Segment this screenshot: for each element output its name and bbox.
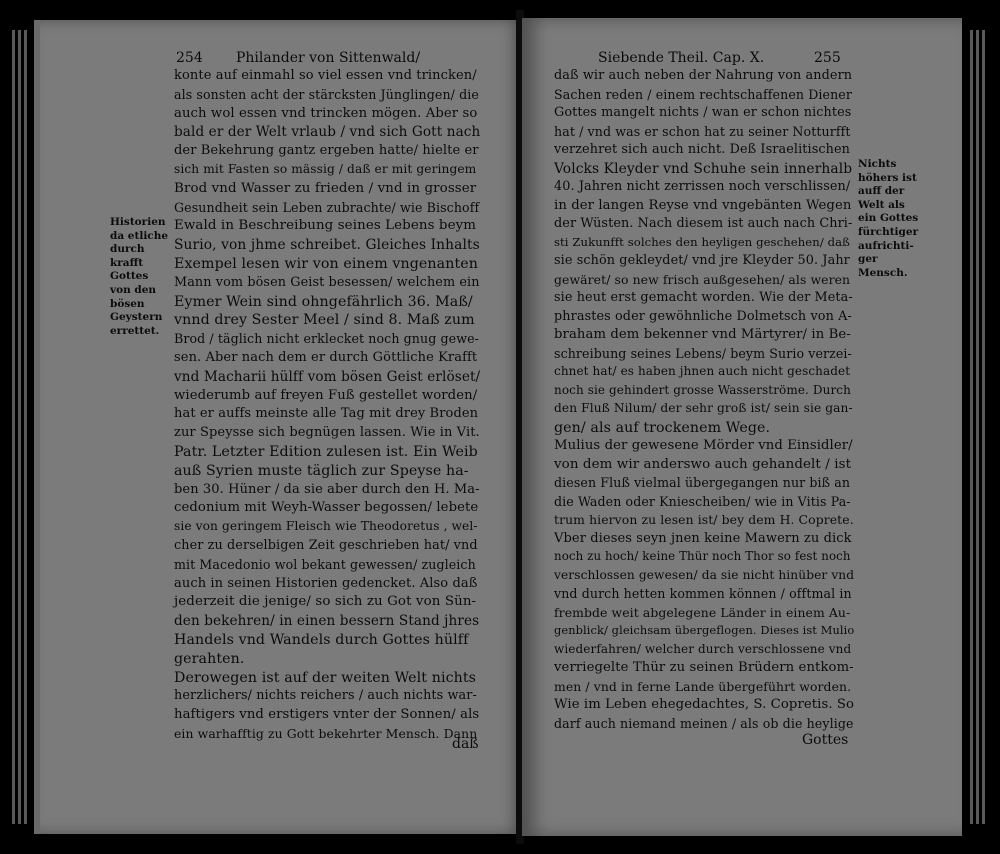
page-edge [976, 30, 979, 824]
text-line: auch in seinen Historien gedencket. Also daß [174, 575, 478, 591]
text-line: vnd durch hetten kommen können / offtmal in [554, 586, 852, 601]
text-line: verriegelte Thür zu seinen Brüdern entkom- [554, 660, 854, 675]
text-line: frembde weit abgelegene Länder in einem Au- [554, 604, 851, 620]
page-edge [12, 30, 15, 824]
text-line: cher zu derselbigen Zeit geschrieben hat/ vnd [174, 538, 478, 553]
text-line: schreibung seines Lebens/ beym Surio verzei- [554, 345, 852, 361]
text-line: Gottes mangelt nichts / wan er schon nichtes [554, 105, 852, 120]
text-line: men / vnd in ferne Lande übergeführt worden. [554, 678, 852, 694]
text-line: Exempel lesen wir von einem vngenanten [174, 256, 478, 272]
catchword: Gottes [802, 732, 849, 748]
text-line: braham dem bekenner vnd Märtyrer/ in Be- [554, 327, 851, 342]
page-edge [18, 30, 21, 824]
text-line: Brod / täglich nicht erklecket noch gnug gewe- [174, 331, 479, 347]
text-line: den Fluß Nilum/ der sehr groß ist/ sein sie gan- [554, 401, 853, 415]
text-line: Mann vom bösen Geist besessen/ welchem ein [174, 274, 480, 290]
text-line: bald er der Welt vrlaub / vnd sich Gott nach [174, 124, 481, 141]
text-line: sie von geringem Fleisch wie Theodoretus , wel- [174, 519, 478, 534]
text-line: Patr. Letzter Edition zulesen ist. Ein Weib [174, 444, 478, 460]
text-line: verzehret sich auch nicht. Deß Israelitischen [554, 142, 850, 157]
text-line: gewäret/ so new frisch außgesehen/ als weren [554, 271, 851, 287]
text-line: konte auf einmahl so viel essen vnd trincken/ [174, 68, 477, 83]
text-line: gerahten. [174, 650, 245, 667]
text-line: ben 30. Hüner / da sie aber durch den H. Ma- [174, 481, 480, 497]
text-line: hat / vnd was er schon hat zu seiner Notturfft [554, 123, 851, 139]
text-line: genblick/ gleichsam übergeflogen. Dieses ist Mulio [554, 623, 855, 637]
page-edge [24, 30, 27, 824]
text-line: phrastes oder gewöhnliche Dolmetsch von A- [554, 308, 852, 324]
text-line: wiederumb auf freyen Fuß gestellet worden/ [174, 387, 478, 403]
text-line: diesen Fluß vielmal übergegangen nur biß an [554, 475, 851, 490]
text-line: mit Macedonio wol bekant gewessen/ zugleich [174, 556, 476, 572]
text-line: als sonsten acht der stärcksten Jünglingen/ die [174, 86, 479, 102]
running-head: Siebende Theil. Cap. X. [598, 50, 765, 66]
text-line: Brod vnd Wasser zu frieden / vnd in grosser [174, 180, 477, 196]
text-line: die Waden oder Kniescheiben/ wie in Vitis Pa- [554, 493, 851, 509]
text-line: sie heut erst gemacht worden. Wie der Meta- [554, 290, 853, 305]
text-line: daß wir auch neben der Nahrung von andern [554, 68, 853, 83]
left-page [34, 20, 524, 834]
catchword: daß [452, 736, 479, 752]
text-line: cedonium mit Weyh-Wasser begossen/ lebete [174, 500, 479, 516]
text-line: der Wüsten. Nach diesem ist auch nach Chri- [554, 216, 853, 231]
text-line: sti Zukunfft solches den heyligen geschehen/ daß [554, 234, 850, 249]
text-line: Volcks Kleyder vnd Schuhe sein innerhalb [554, 160, 853, 177]
text-line: verschlossen gewesen/ da sie nicht hinüber vnd [554, 567, 855, 582]
text-line: Surio, von jhme schreibet. Gleiches Inhalts [174, 237, 480, 254]
text-line: chnet hat/ es haben jhnen auch nicht geschadet [554, 364, 851, 378]
page-number: 254 [176, 50, 203, 66]
text-line: der Bekehrung gantz ergeben hatte/ hielte er [174, 143, 479, 159]
text-line: sen. Aber nach dem er durch Göttliche Krafft [174, 350, 478, 365]
text-line: hat er auffs meinste alle Tag mit drey Broden [174, 406, 479, 422]
text-line: vnd Macharii hülff vom bösen Geist erlöset/ [174, 368, 481, 385]
margin-note: Historien da etliche durch krafft Gottes von den bösen Geystern errettet. [110, 216, 169, 337]
page-edge [982, 30, 985, 824]
text-line: Gesundheit sein Leben zubrachte/ wie Bischoff [174, 199, 480, 215]
text-line: vnnd drey Sester Meel / sind 8. Maß zum [174, 312, 475, 329]
page-number: 255 [814, 50, 841, 66]
text-line: Handels vnd Wandels durch Gottes hülff [174, 632, 469, 648]
text-line: den bekehren/ in einen bessern Stand jhres [174, 613, 480, 630]
text-line: in der langen Reyse vnd vngebänten Wegen [554, 197, 852, 213]
text-line: sich mit Fasten so mässig / daß er mit geringem [174, 162, 477, 176]
running-head: Philander von Sittenwald/ [236, 50, 421, 66]
page-edge [970, 30, 973, 824]
text-line: noch zu hoch/ keine Thür noch Thor so fest noch [554, 549, 851, 563]
text-line: darf auch niemand meinen / als ob die heylige [554, 715, 854, 731]
text-line: auß Syrien muste täglich zur Speyse ha- [174, 462, 469, 479]
text-line: gen/ als auf trockenem Wege. [554, 419, 771, 436]
text-line: wiederfahren/ welcher durch verschlossene vnd [554, 641, 852, 656]
text-line: ein warhafftig zu Gott bekehrter Mensch. Dann [174, 726, 478, 741]
text-line: von dem wir anderswo auch gehandelt / ist [554, 456, 852, 472]
text-line: jederzeit die jenige/ so sich zu Got von Sün- [174, 594, 477, 610]
right-page [522, 18, 962, 836]
text-line: Wie im Leben ehegedachtes, S. Copretis. So [554, 697, 855, 712]
text-line: Ewald in Beschreibung seines Lebens beym [174, 218, 477, 234]
text-line: noch sie gehindert grosse Wasserströme. Durch [554, 382, 851, 397]
text-line: Eymer Wein sind ohngefährlich 36. Maß/ [174, 293, 473, 310]
text-line: 40. Jahren nicht zerrissen noch verschlissen/ [554, 179, 851, 194]
text-line: haftigers vnd erstigers vnter der Sonnen/ als [174, 707, 480, 723]
text-line: zur Speysse sich begnügen lassen. Wie in Vit. [174, 425, 480, 441]
text-line: Derowegen ist auf der weiten Welt nichts [174, 669, 477, 686]
text-line: auch wol essen vnd trincken mögen. Aber so [174, 105, 478, 121]
text-line: trum hiervon zu lesen ist/ bey dem H. Coprete. [554, 512, 854, 527]
text-line: herzlichers/ nichts reichers / auch nichts war- [174, 688, 477, 704]
margin-note: Nichts höhers ist auff der Welt als ein Gottes fürchtiger aufrichti- ger Mensch. [858, 158, 919, 279]
text-line: Mulius der gewesene Mörder vnd Einsidler/ [554, 438, 853, 453]
text-line: Sachen reden / einem rechtschaffenen Diener [554, 86, 852, 102]
text-line: sie schön gekleydet/ vnd jre Kleyder 50. Jahr [554, 253, 850, 268]
text-line: Vber dieses seyn jnen keine Mawern zu dick [554, 530, 852, 546]
